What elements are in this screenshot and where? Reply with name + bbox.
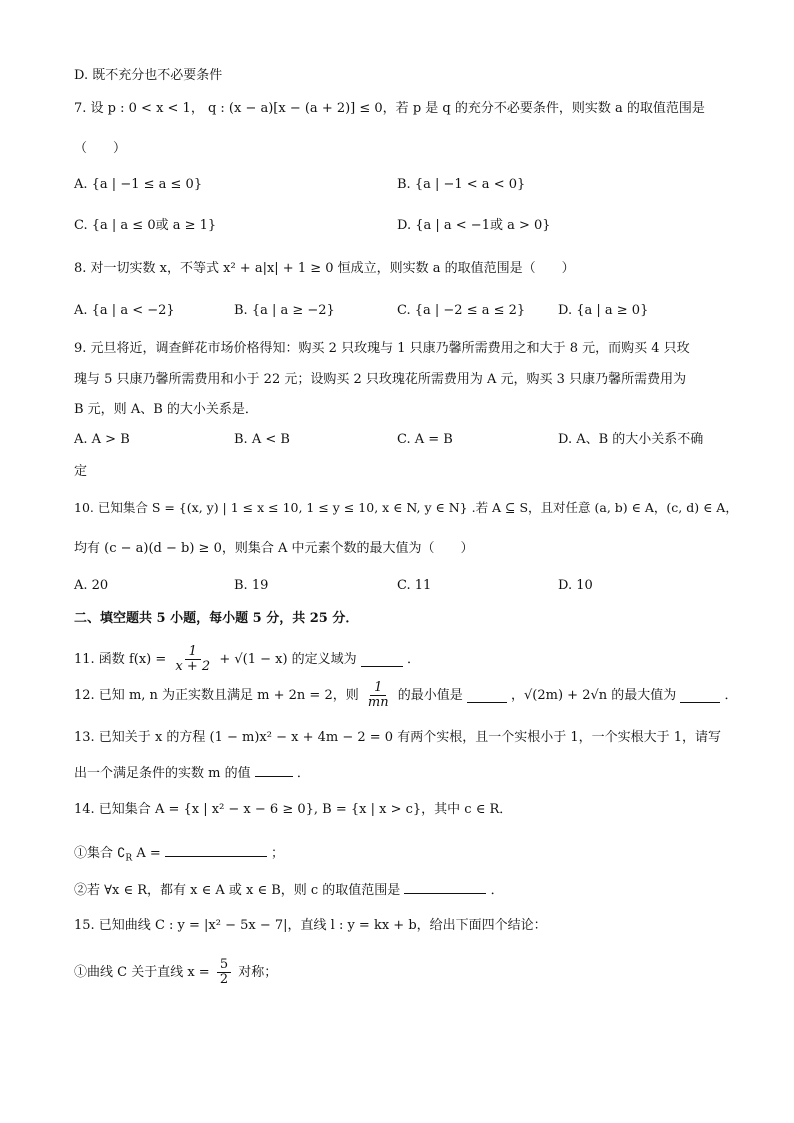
q13-end: ．: [296, 766, 310, 781]
q11-end: ．: [406, 651, 420, 667]
q12-mid2: ，√(2m) + 2√n 的最大值为: [511, 687, 677, 703]
q15-frac-den: 2: [219, 972, 229, 987]
q9-stem-line1: 9. 元旦将近，调查鲜花市场价格得知：购买 2 只玫瑰与 1 只康乃馨所需费用之和大于 8 元，而购买 4 只玫: [74, 341, 690, 356]
q11-frac-num: 1: [185, 645, 201, 660]
q9-stem-line2: 瑰与 5 只康乃馨所需费用和小于 22 元；设购买 2 只玫瑰花所需费用为 A 元，购买 3 只康乃馨所需费用为: [74, 372, 687, 387]
q10-option-b: B. 19: [234, 578, 269, 593]
q8-stem: 8. 对一切实数 x，不等式 x² + a|x| + 1 ≥ 0 恒成立，则实数 a 的取值范围是（ ）: [74, 261, 575, 276]
section-title: 二、填空题共 5 小题，每小题 5 分，共 25 分．: [74, 611, 359, 626]
q9-option-b: B. A < B: [234, 432, 290, 447]
q15-fraction: [217, 958, 231, 987]
q14-part2-end: ．: [490, 883, 504, 898]
q11-answer-blank[interactable]: [361, 652, 403, 667]
q14-part1-end: ；: [271, 846, 285, 861]
q12-line: [74, 681, 738, 710]
q13-stem-line2: 出一个满足条件的实数 m 的值: [74, 766, 251, 781]
q14-part1-sub: R: [125, 853, 133, 864]
q7-option-d: D. {a | a < −1或 a > 0}: [397, 218, 551, 233]
q10-option-a: A. 20: [74, 578, 109, 593]
q13-answer-blank[interactable]: [255, 762, 293, 777]
q14-stem: 14. 已知集合 A = {x | x² − x − 6 ≥ 0}, B = {x | x > c}，其中 c ∈ R．: [74, 802, 513, 817]
q14-part1: [74, 842, 284, 869]
q9-option-d-cont: 定: [74, 464, 88, 479]
q12-mid: 的最小值是: [397, 687, 463, 703]
q7-option-c: C. {a | a ≤ 0或 a ≥ 1}: [74, 218, 217, 233]
q13-line2: [74, 762, 310, 784]
q10-option-c: C. 11: [397, 578, 432, 593]
q6-option-d: D. 既不充分也不必要条件: [74, 68, 223, 83]
q15-frac-num: 5: [217, 958, 231, 973]
q11-pre: 11. 函数 f(x) =: [74, 651, 167, 667]
q12-answer-blank-1[interactable]: [467, 688, 507, 703]
q14-part1-eq: A =: [136, 846, 161, 861]
q14-answer-blank-2[interactable]: [404, 879, 486, 894]
q9-option-a: A. A > B: [74, 432, 130, 447]
q12-answer-blank-2[interactable]: [680, 688, 720, 703]
q12-fraction: [366, 681, 391, 710]
q15-part1-post: 对称；: [238, 964, 278, 980]
q15-part1-pre: ①曲线 C 关于直线 x =: [74, 964, 210, 980]
q8-option-c: C. {a | −2 ≤ a ≤ 2}: [397, 303, 526, 318]
q7-stem: 7. 设 p : 0 < x < 1， q : (x − a)[x − (a + 2)] ≤ 0，若 p 是 q 的充分不必要条件，则实数 a 的取值范围是: [74, 101, 705, 116]
q11-line: [74, 645, 420, 674]
q10-stem-line2: 均有 (c − a)(d − b) ≥ 0，则集合 A 中元素个数的最大值为（ ）: [74, 541, 474, 556]
q10-option-d: D. 10: [558, 578, 593, 593]
q14-answer-blank-1[interactable]: [165, 842, 267, 857]
q14-part1-label: ①集合 ∁: [74, 846, 126, 861]
q11-fraction: [173, 645, 212, 674]
q14-part2-label: ②若 ∀x ∈ R，都有 x ∈ A 或 x ∈ B，则 c 的取值范围是: [74, 883, 401, 898]
q12-frac-den: mn: [367, 695, 389, 710]
q9-stem-line3: B 元，则 A、B 的大小关系是．: [74, 402, 258, 417]
q8-option-b: B. {a | a ≥ −2}: [234, 303, 335, 318]
q13-stem-line1: 13. 已知关于 x 的方程 (1 − m)x² − x + 4m − 2 = 0 有两个实根，且一个实根小于 1，一个实根大于 1，请写: [74, 730, 722, 745]
q9-option-c: C. A = B: [397, 432, 453, 447]
q7-paren: （ ）: [74, 141, 127, 156]
q15-stem: 15. 已知曲线 C : y = |x² − 5x − 7|，直线 l : y = kx + b，给出下面四个结论：: [74, 918, 547, 933]
q15-part1: [74, 958, 277, 987]
q8-option-d: D. {a | a ≥ 0}: [558, 303, 649, 318]
q7-option-b: B. {a | −1 < a < 0}: [397, 177, 526, 192]
q12-pre: 12. 已知 m, n 为正实数且满足 m + 2n = 2，则: [74, 687, 359, 703]
q14-part2: [74, 879, 504, 901]
q12-frac-num: 1: [370, 681, 386, 696]
q10-stem-line1: 10. 已知集合 S = {(x, y) | 1 ≤ x ≤ 10, 1 ≤ y ≤ 10, x ∈ N, y ∈ N} .若 A ⊆ S，且对任意 (a, b) ∈ A，(c, d) ∈ A，: [74, 500, 738, 515]
q12-end: ．: [724, 687, 738, 703]
q7-option-a: A. {a | −1 ≤ a ≤ 0}: [74, 177, 203, 192]
q11-post: + √(1 − x) 的定义域为: [219, 651, 357, 667]
q9-option-d: D. A、B 的大小关系不确: [558, 432, 704, 447]
q11-frac-den: x + 2: [175, 659, 211, 674]
q8-option-a: A. {a | a < −2}: [74, 303, 175, 318]
